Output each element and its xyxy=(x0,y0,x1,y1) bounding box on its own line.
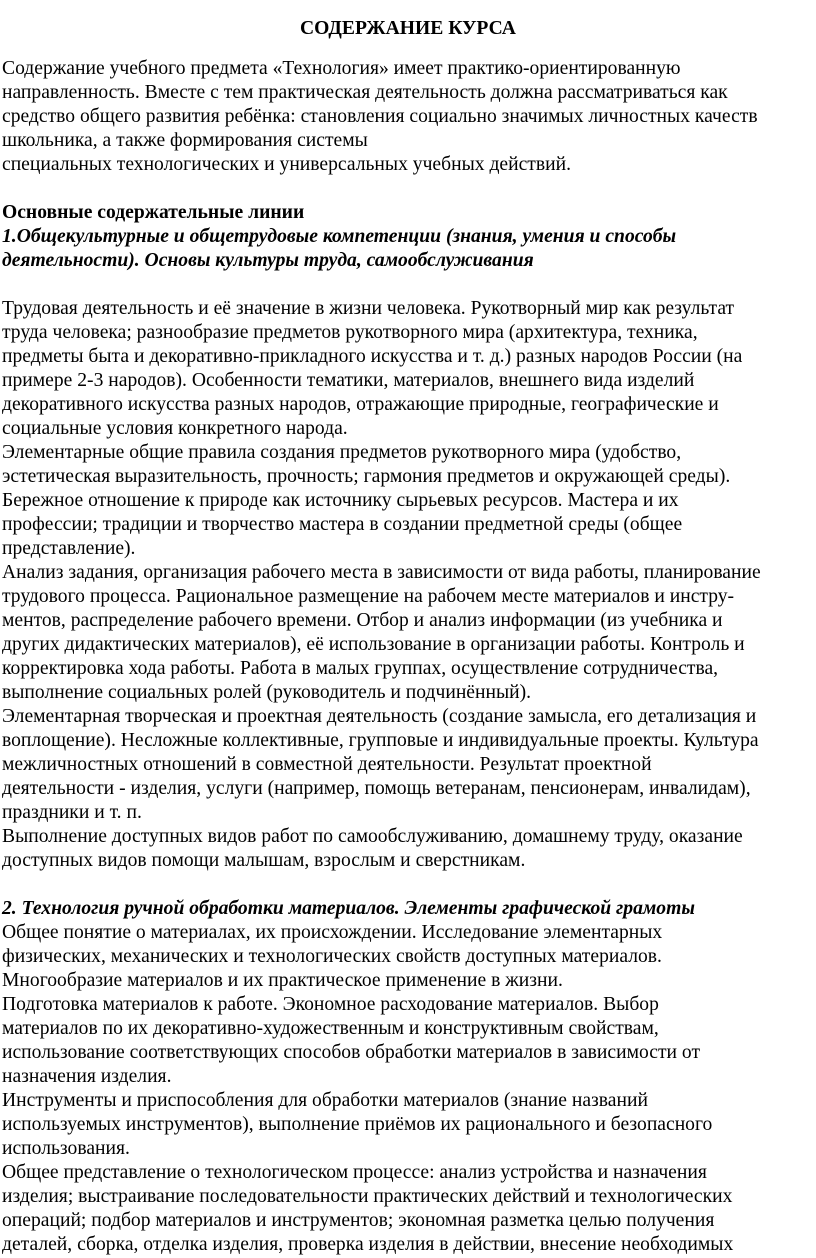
intro-line: специальных технологических и универсальных учебных действий. xyxy=(2,154,571,175)
paragraph-line: Анализ задания, организация рабочего места в зависимости от вида работы, планирование xyxy=(2,562,761,583)
paragraph-line: Общее понятие о материалах, их происхождении. Исследование элементарных xyxy=(2,922,663,943)
paragraph-line: трудового процесса. Рациональное размещение на рабочем месте материалов и инстру- xyxy=(2,586,735,607)
paragraph-line: использования. xyxy=(2,1138,130,1159)
paragraph-line: изделия; выстраивание последовательности практических действий и технологических xyxy=(2,1186,733,1207)
paragraph-line: материалов по их декоративно-художественным и конструктивным свойствам, xyxy=(2,1018,659,1039)
paragraph-line: праздники и т. п. xyxy=(2,802,142,823)
paragraph-line: назначения изделия. xyxy=(2,1066,172,1087)
paragraph-line: профессии; традиции и творчество мастера в создании предметной среды (общее xyxy=(2,514,683,535)
paragraph-line: ментов, распределение рабочего времени. Отбор и анализ информации (из учебника и xyxy=(2,610,723,631)
paragraph-line: Подготовка материалов к работе. Экономное расходование материалов. Выбор xyxy=(2,994,659,1015)
paragraph-line: эстетическая выразительность, прочность; гармония предметов и окружающей среды). xyxy=(2,466,731,487)
paragraph-line: Элементарная творческая и проектная деятельность (создание замысла, его детализация и xyxy=(2,706,757,727)
paragraph-line: Трудовая деятельность и её значение в жизни человека. Рукотворный мир как результат xyxy=(2,298,735,319)
paragraph-line: деталей, сборка, отделка изделия, проверка изделия в действии, внесение необходимых xyxy=(2,1234,734,1255)
paragraph-line: декоративного искусства разных народов, отражающие природные, географические и xyxy=(2,394,719,415)
paragraph-line: социальные условия конкретного народа. xyxy=(2,418,348,439)
paragraph-line: воплощение). Несложные коллективные, групповые и индивидуальные проекты. Культура xyxy=(2,730,759,751)
paragraph-line: доступных видов помощи малышам, взрослым и сверстникам. xyxy=(2,850,526,871)
paragraph-line: труда человека; разнообразие предметов рукотворного мира (архитектура, техника, xyxy=(2,322,698,343)
section1-heading: деятельности). Основы культуры труда, самообслуживания xyxy=(2,250,534,271)
paragraph-line: корректировка хода работы. Работа в малых группах, осуществление сотрудничества, xyxy=(2,658,719,679)
intro-line: школьника, а также формирования системы xyxy=(2,130,368,151)
section1-heading: 1.Общекультурные и общетрудовые компетенции (знания, умения и способы xyxy=(2,226,677,247)
paragraph-line: предметы быта и декоративно-прикладного искусства и т. д.) разных народов России (на xyxy=(2,346,743,367)
intro-line: направленность. Вместе с тем практическая деятельность должна рассматриваться как xyxy=(2,82,728,103)
paragraph-line: Бережное отношение к природе как источнику сырьевых ресурсов. Мастера и их xyxy=(2,490,679,511)
paragraph-line: операций; подбор материалов и инструментов; экономная разметка целью получения xyxy=(2,1210,715,1231)
intro-line: Содержание учебного предмета «Технология» имеет практико-ориентированную xyxy=(2,58,681,79)
paragraph-line: использование соответствующих способов обработки материалов в зависимости от xyxy=(2,1042,701,1063)
paragraph-line: представление). xyxy=(2,538,136,559)
paragraph-line: примере 2-3 народов). Особенности тематики, материалов, внешнего вида изделий xyxy=(2,370,695,391)
paragraph-line: Многообразие материалов и их практическое применение в жизни. xyxy=(2,970,563,991)
paragraph-line: физических, механических и технологических свойств доступных материалов. xyxy=(2,946,662,967)
paragraph-line: используемых инструментов), выполнение приёмов их рационального и безопасного xyxy=(2,1114,713,1135)
page-title: СОДЕРЖАНИЕ КУРСА xyxy=(300,18,516,39)
paragraph-line: Инструменты и приспособления для обработки материалов (знание названий xyxy=(2,1090,648,1111)
paragraph-line: Элементарные общие правила создания предметов рукотворного мира (удобство, xyxy=(2,442,682,463)
paragraph-line: Общее представление о технологическом процессе: анализ устройства и назначения xyxy=(2,1162,707,1183)
paragraph-line: межличностных отношений в совместной деятельности. Результат проектной xyxy=(2,754,652,775)
content-lines-heading: Основные содержательные линии xyxy=(2,202,305,223)
paragraph-line: Выполнение доступных видов работ по самообслуживанию, домашнему труду, оказание xyxy=(2,826,743,847)
intro-line: средство общего развития ребёнка: становления социально значимых личностных качеств xyxy=(2,106,758,127)
section2-heading: 2. Технология ручной обработки материалов. Элементы графической грамоты xyxy=(2,898,695,919)
paragraph-line: других дидактических материалов), её использование в организации работы. Контроль и xyxy=(2,634,745,655)
paragraph-line: выполнение социальных ролей (руководитель и подчинённый). xyxy=(2,682,532,703)
paragraph-line: деятельности - изделия, услуги (например, помощь ветеранам, пенсионерам, инвалидам), xyxy=(2,778,751,799)
